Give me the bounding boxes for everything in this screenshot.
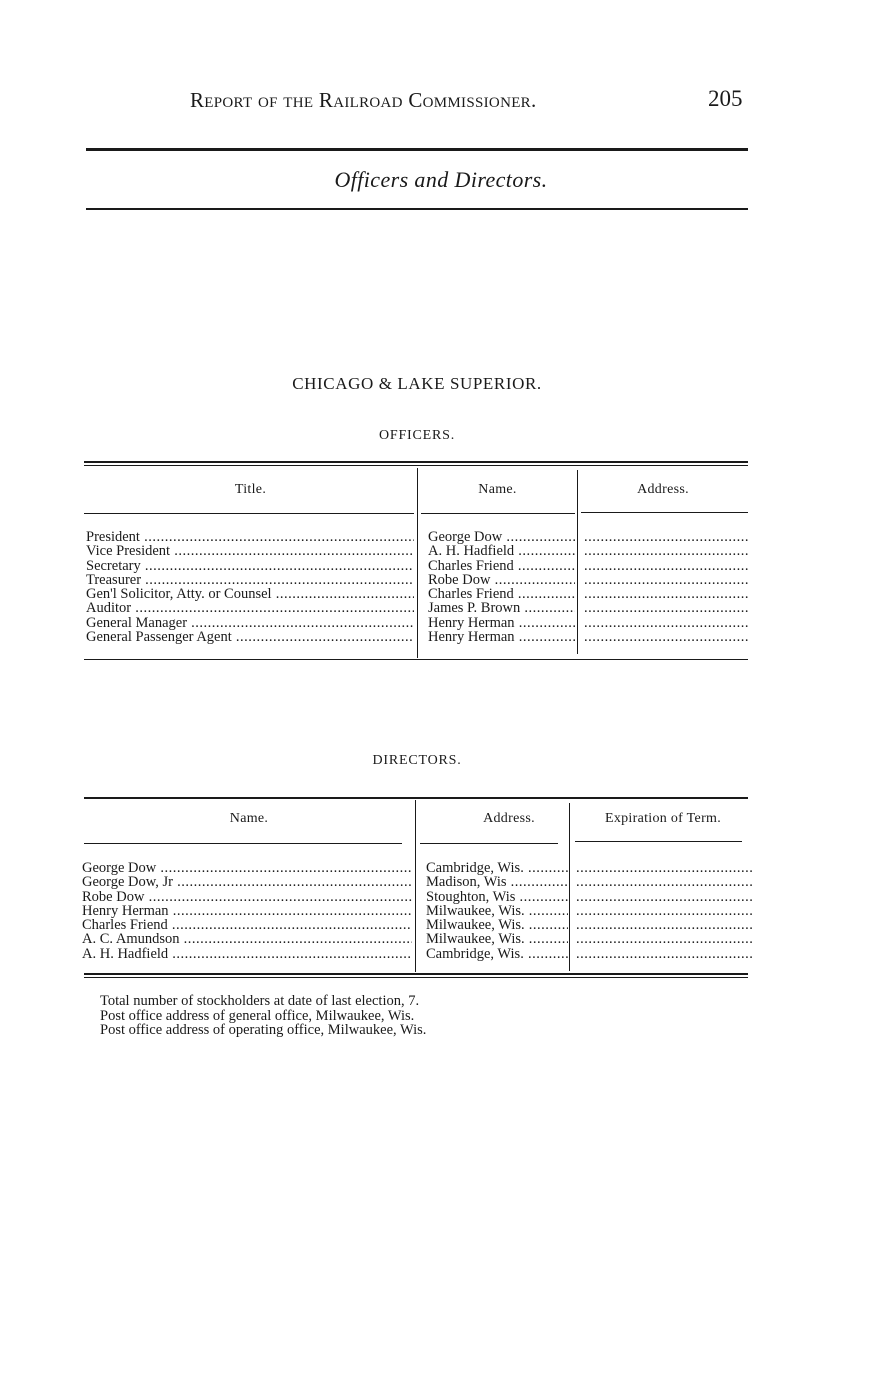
- director-term-blank: [576, 890, 752, 904]
- directors-header-underline-1: [84, 843, 402, 844]
- directors-col-name: Name.: [229, 811, 269, 826]
- director-term-blank: [576, 875, 752, 889]
- director-address: Cambridge, Wis. .....: [426, 947, 568, 961]
- header-rule-bottom: [86, 208, 748, 210]
- footer-notes: [100, 994, 426, 1038]
- officer-name: Charles Friend .....: [428, 587, 575, 601]
- officer-name: Henry Herman .....: [428, 616, 575, 630]
- officers-col-title: Title.: [234, 482, 267, 497]
- officers-top-rule-2: [84, 465, 748, 466]
- directors-top-rule: [84, 797, 748, 799]
- footer-line-stockholders: Total number of stockholders at date of last election, 7.: [100, 993, 420, 1009]
- officers-header-underline-1: [84, 513, 414, 514]
- director-address: Stoughton, Wis .....: [426, 890, 568, 904]
- officers-heading: OFFICERS.: [378, 428, 456, 443]
- officer-address-blank: [584, 573, 748, 587]
- page-number: 205: [708, 86, 743, 111]
- officer-address-blank: [584, 530, 748, 544]
- director-name: Charles Friend .....: [82, 918, 412, 932]
- officer-address-blank: [584, 616, 748, 630]
- officers-top-rule: [84, 461, 748, 463]
- officer-address-blank: [584, 559, 748, 573]
- footer-line-general-office: Post office address of general office, Milwaukee, Wis.: [100, 1007, 415, 1024]
- director-address: Madison, Wis .....: [426, 875, 568, 889]
- officer-title: Gen'l Solicitor, Atty. or Counsel .....: [86, 587, 414, 601]
- running-header-title: Report of the Railroad Commissioner.: [190, 88, 537, 112]
- directors-heading: DIRECTORS.: [372, 753, 462, 768]
- directors-address-column: [426, 861, 568, 961]
- directors-term-column: [576, 861, 752, 961]
- officer-title: General Passenger Agent .....: [86, 630, 414, 644]
- directors-header-underline-2: [420, 843, 558, 844]
- officers-header-underline-2: [421, 513, 575, 514]
- officer-title: President .....: [86, 530, 414, 544]
- director-address: Milwaukee, Wis. .....: [426, 918, 568, 932]
- officer-address-blank: [584, 601, 748, 615]
- officer-title: Vice President .....: [86, 544, 414, 558]
- officer-title: Treasurer .....: [86, 573, 414, 587]
- officer-name: Henry Herman .....: [428, 630, 575, 644]
- director-name: George Dow .....: [82, 861, 412, 875]
- officers-name-column: [428, 530, 575, 644]
- directors-name-column: [82, 861, 412, 961]
- director-name: A. C. Amundson .....: [82, 932, 412, 946]
- officer-title: Auditor .....: [86, 601, 414, 615]
- page-subtitle: Officers and Directors.: [334, 167, 548, 192]
- officers-col-address: Address.: [637, 482, 689, 497]
- director-term-blank: [576, 918, 752, 932]
- officer-address-blank: [584, 587, 748, 601]
- officer-name: A. H. Hadfield .....: [428, 544, 575, 558]
- officers-bottom-rule: [84, 659, 748, 660]
- directors-col-divider-2: [569, 803, 570, 971]
- header-rule-top: [86, 148, 748, 151]
- footer-line-operating-office: Post office address of operating office, Milwaukee, Wis.: [100, 1022, 427, 1038]
- directors-bottom-rule-2: [84, 977, 748, 978]
- director-term-blank: [576, 932, 752, 946]
- director-term-blank: [576, 861, 752, 875]
- company-name: CHICAGO & LAKE SUPERIOR.: [292, 374, 542, 393]
- officer-name: Robe Dow .....: [428, 573, 575, 587]
- directors-header-underline-3: [575, 841, 742, 842]
- director-name: Robe Dow .....: [82, 890, 412, 904]
- director-address: Milwaukee, Wis. .....: [426, 904, 568, 918]
- director-name: George Dow, Jr .....: [82, 875, 412, 889]
- directors-col-address: Address.: [483, 811, 535, 826]
- director-term-blank: [576, 947, 752, 961]
- officer-address-blank: [584, 544, 748, 558]
- officers-title-column: [86, 530, 414, 644]
- officers-col-name: Name.: [478, 482, 517, 497]
- directors-col-divider-1: [415, 800, 416, 972]
- director-name: A. H. Hadfield .....: [82, 947, 412, 961]
- director-address: Milwaukee, Wis. .....: [426, 932, 568, 946]
- directors-bottom-rule: [84, 973, 748, 975]
- officer-name: Charles Friend .....: [428, 559, 575, 573]
- officer-title: Secretary .....: [86, 559, 414, 573]
- director-address: Cambridge, Wis. .....: [426, 861, 568, 875]
- officer-name: George Dow .....: [428, 530, 575, 544]
- directors-col-term: Expiration of Term.: [604, 811, 722, 826]
- officers-address-column: [584, 530, 748, 644]
- director-term-blank: [576, 904, 752, 918]
- director-name: Henry Herman .....: [82, 904, 412, 918]
- officers-header-underline-3: [581, 512, 748, 513]
- officer-name: James P. Brown .....: [428, 601, 575, 615]
- officer-address-blank: [584, 630, 748, 644]
- officer-title: General Manager .....: [86, 616, 414, 630]
